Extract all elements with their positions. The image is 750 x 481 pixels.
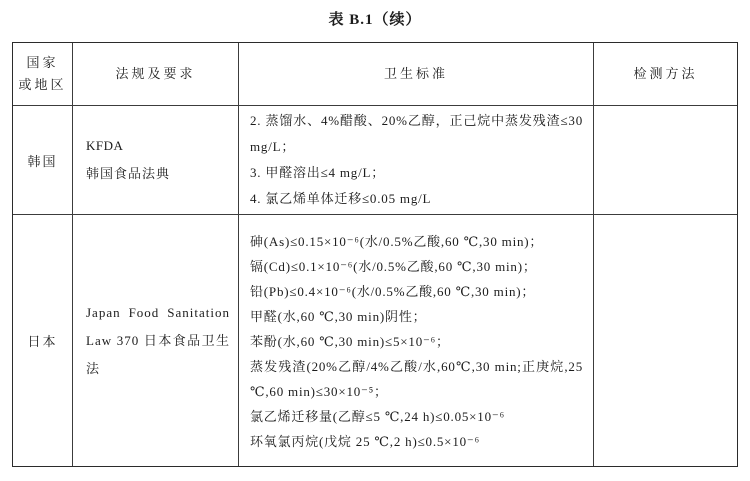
japan-standard-line: 镉(Cd)≤0.1×10⁻⁶(水/0.5%乙酸,60 ℃,30 min)；: [250, 259, 537, 274]
table-title: 表 B.1（续）: [328, 12, 422, 28]
cell-method-korea: [594, 106, 737, 215]
korea-standard-line: 2. 蒸馏水、4%醋酸、20%乙醇，正己烷中蒸发残渣≤30 mg/L；: [250, 113, 583, 154]
japan-standard-line: 蒸发残渣(20%乙醇/4%乙酸/水,60℃,30 min;正庚烷,25 ℃,60 min)≤30×10⁻⁵；: [250, 359, 583, 399]
japan-standard-line: 环氧氯丙烷(戊烷 25 ℃,2 h)≤0.5×10⁻⁶: [250, 434, 480, 449]
korea-standard-line: 3. 甲醛溶出≤4 mg/L；: [250, 165, 386, 180]
cell-standards-korea: [239, 106, 594, 215]
regulation-korea-line1: KFDA: [86, 138, 124, 153]
header-country-line2: 或地区: [18, 77, 67, 92]
cell-country-japan: 日本: [13, 215, 73, 466]
cell-method-japan: [594, 215, 737, 466]
cell-country-korea: 韩国: [13, 106, 73, 215]
korea-standard-line: 4. 氯乙烯单体迁移≤0.05 mg/L: [250, 191, 432, 206]
header-country-line1: 国家: [26, 55, 59, 70]
japan-standard-line: 苯酚(水,60 ℃,30 min)≤5×10⁻⁶；: [250, 334, 450, 349]
japan-standard-line: 铅(Pb)≤0.4×10⁻⁶(水/0.5%乙酸,60 ℃,30 min)；: [250, 284, 536, 299]
standards-table: [12, 42, 738, 467]
regulation-korea-line2: 韩国食品法典: [86, 166, 171, 181]
cell-standards-japan: [239, 215, 594, 466]
header-test-method: 检测方法: [594, 43, 737, 106]
regulation-japan-line: Japan Food Sanitation Law 370 日本食品卫生法: [86, 304, 230, 376]
cell-regulation-japan: [73, 215, 239, 466]
cell-regulation-korea: [73, 106, 239, 215]
japan-standard-line: 甲醛(水,60 ℃,30 min)阴性；: [250, 309, 427, 324]
header-regulation: 法规及要求: [73, 43, 239, 106]
header-hygiene-standard: 卫生标准: [239, 43, 594, 106]
japan-standard-line: 砷(As)≤0.15×10⁻⁶(水/0.5%乙酸,60 ℃,30 min)；: [250, 234, 544, 249]
header-country-region: [13, 43, 73, 106]
japan-standard-line: 氯乙烯迁移量(乙醇≤5 ℃,24 h)≤0.05×10⁻⁶: [250, 409, 505, 424]
